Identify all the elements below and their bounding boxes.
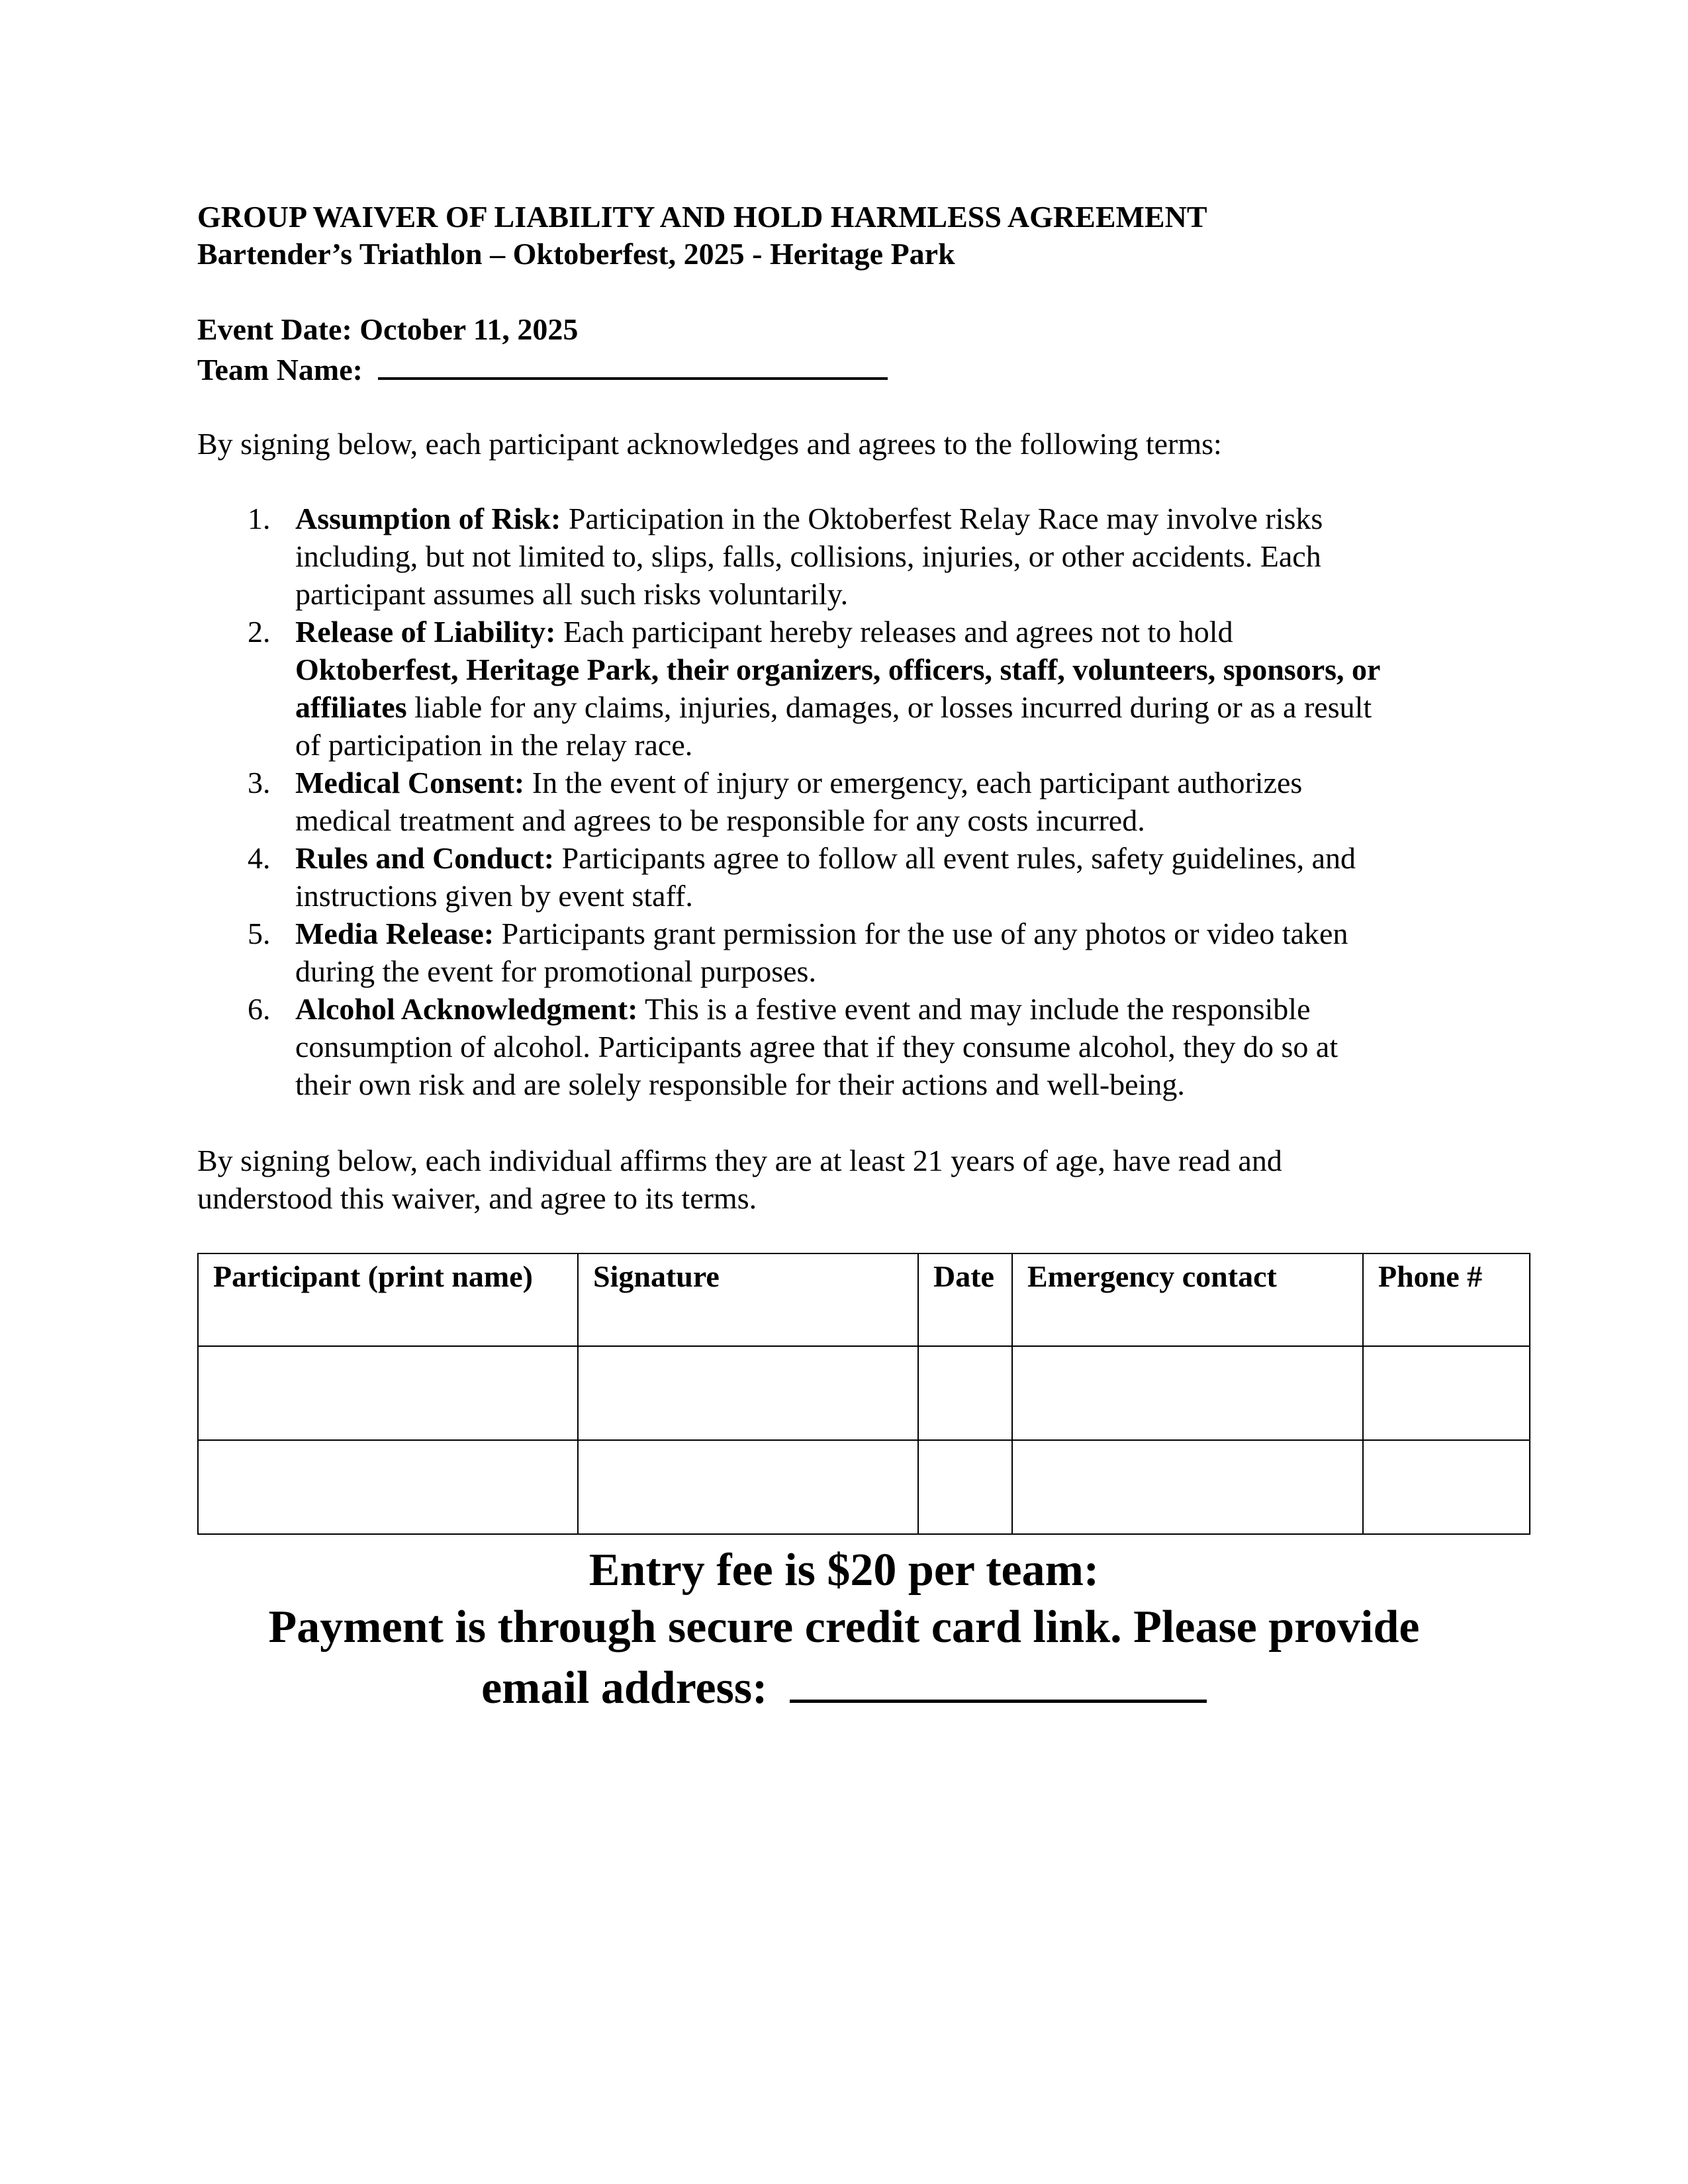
term-heading: Assumption of Risk: [295, 502, 561, 535]
term-text: medical treatment and agrees to be responsible for any costs incurred. [295, 803, 1145, 837]
term-text: their own risk and are solely responsible for their actions and well-being. [295, 1068, 1185, 1101]
term-item [197, 915, 1508, 990]
term-heading: Media Release: [295, 917, 494, 950]
term-heading: Medical Consent: [295, 766, 525, 799]
team-name-row [197, 348, 888, 388]
term-heading: Alcohol Acknowledgment: [295, 992, 638, 1026]
signature-cell[interactable] [578, 1346, 918, 1440]
column-header-emergency-contact: Emergency contact [1012, 1253, 1363, 1346]
term-number: 1. [248, 502, 271, 535]
term-text: of participation in the relay race. [295, 728, 693, 762]
term-text: participant assumes all such risks voluntarily. [295, 577, 849, 611]
table-row [198, 1440, 1530, 1534]
term-text: during the event for promotional purposes. [295, 954, 816, 988]
term-text: instructions given by event staff. [295, 879, 693, 913]
event-date: Event Date: October 11, 2025 [197, 312, 579, 346]
email-blank[interactable] [790, 1656, 1207, 1703]
document-subtitle: Bartender’s Triathlon – Oktoberfest, 2025 - Heritage Park [197, 237, 955, 271]
phone-cell[interactable] [1363, 1440, 1530, 1534]
participant-table [197, 1253, 1530, 1535]
term-number: 3. [248, 766, 271, 799]
term-heading: Release of Liability: [295, 615, 556, 649]
payment-text: Payment is through secure credit card link. Please provide [268, 1602, 1420, 1653]
entry-fee-text: Entry fee is $20 per team: [588, 1545, 1100, 1596]
table-header-row [198, 1253, 1530, 1346]
term-number: 6. [248, 992, 271, 1026]
affirmation-line: By signing below, each individual affirms they are at least 21 years of age, have read and [197, 1144, 1282, 1177]
column-header-participant: Participant (print name) [198, 1253, 578, 1346]
column-header-phone: Phone # [1363, 1253, 1530, 1346]
term-text: Participants agree to follow all event rules, safety guidelines, and [554, 841, 1356, 875]
participant-name-cell[interactable] [198, 1346, 578, 1440]
date-cell[interactable] [918, 1346, 1012, 1440]
term-text: In the event of injury or emergency, each participant authorizes [524, 766, 1303, 799]
intro-text: By signing below, each participant acknowledges and agrees to the following terms: [197, 427, 1222, 461]
term-text: Each participant hereby releases and agrees not to hold [555, 615, 1233, 649]
signature-cell[interactable] [578, 1440, 918, 1534]
table-row [198, 1346, 1530, 1440]
term-item [197, 500, 1508, 613]
term-item [197, 613, 1508, 764]
affirmation-line: understood this waiver, and agree to its terms. [197, 1181, 757, 1215]
term-bold-text: affiliates [295, 690, 407, 724]
term-text: Participation in the Oktoberfest Relay Race may involve risks [561, 502, 1323, 535]
date-cell[interactable] [918, 1440, 1012, 1534]
email-label: email address: [481, 1662, 768, 1713]
term-item [197, 990, 1508, 1103]
term-text: consumption of alcohol. Participants agree that if they consume alcohol, they do so at [295, 1030, 1338, 1064]
participant-name-cell[interactable] [198, 1440, 578, 1534]
term-item [197, 764, 1508, 839]
team-name-blank[interactable] [378, 348, 888, 380]
document-title: GROUP WAIVER OF LIABILITY AND HOLD HARMLESS AGREEMENT [197, 200, 1207, 234]
emergency-contact-cell[interactable] [1012, 1346, 1363, 1440]
term-number: 5. [248, 917, 271, 950]
term-text: including, but not limited to, slips, falls, collisions, injuries, or other accidents. Each [295, 539, 1321, 573]
term-bold-text: Oktoberfest, Heritage Park, their organizers, officers, staff, volunteers, sponsors, or [295, 653, 1381, 686]
term-text: This is a festive event and may include the responsible [637, 992, 1311, 1026]
term-text: liable for any claims, injuries, damages, or losses incurred during or as a result [406, 690, 1372, 724]
term-heading: Rules and Conduct: [295, 841, 555, 875]
term-text: Participants grant permission for the use of any photos or video taken [494, 917, 1348, 950]
column-header-date: Date [918, 1253, 1012, 1346]
emergency-contact-cell[interactable] [1012, 1440, 1363, 1534]
terms-list [197, 500, 1508, 1103]
phone-cell[interactable] [1363, 1346, 1530, 1440]
email-row [0, 1656, 1688, 1717]
term-number: 2. [248, 615, 271, 649]
term-number: 4. [248, 841, 271, 875]
column-header-signature: Signature [578, 1253, 918, 1346]
team-name-label: Team Name: [197, 353, 363, 387]
term-item [197, 839, 1508, 915]
